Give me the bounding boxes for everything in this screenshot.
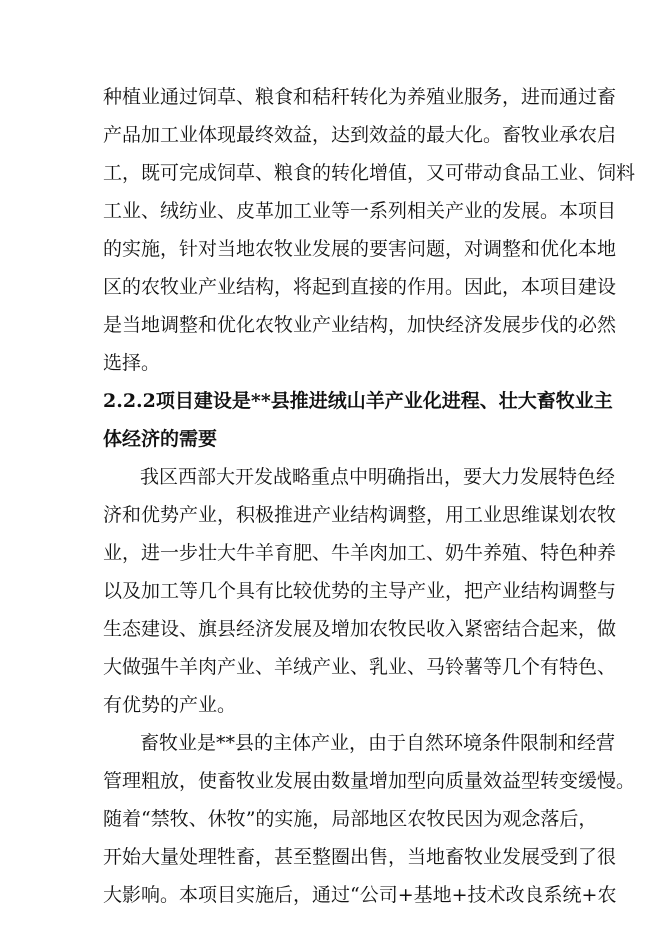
paragraph-line: 畜牧业是**县的主体产业，由于自然环境条件限制和经营 bbox=[140, 732, 616, 754]
paragraph-line: 济和优势产业，积极推进产业结构调整，用工业思维谋划农牧 bbox=[103, 504, 617, 526]
paragraph-line: 工，既可完成饲草、粮食的转化增值，又可带动食品工业、饲料 bbox=[103, 162, 636, 184]
paragraph-line: 区的农牧业产业结构，将起到直接的作用。因此，本项目建设 bbox=[103, 276, 617, 298]
paragraph-line: 的实施，针对当地农牧业发展的要害问题，对调整和优化本地 bbox=[103, 238, 617, 260]
paragraph-line: 是当地调整和优化农牧业产业结构，加快经济发展步伐的必然 bbox=[103, 314, 617, 336]
section-heading-line: 2.2.2项目建设是**县推进绒山羊产业化进程、壮大畜牧业主 bbox=[103, 390, 613, 412]
paragraph-line: 大影响。本项目实施后，通过“公司+基地+技术改良系统+农 bbox=[103, 884, 617, 906]
paragraph-line: 以及加工等几个具有比较优势的主导产业，把产业结构调整与 bbox=[103, 580, 617, 602]
paragraph-line: 种植业通过饲草、粮食和秸秆转化为养殖业服务，进而通过畜 bbox=[103, 86, 617, 108]
paragraph-line: 生态建设、旗县经济发展及增加农牧民收入紧密结合起来，做 bbox=[103, 618, 617, 640]
paragraph-line: 产品加工业体现最终效益，达到效益的最大化。畜牧业承农启 bbox=[103, 124, 617, 146]
paragraph-line: 工业、绒纺业、皮革加工业等一系列相关产业的发展。本项目 bbox=[103, 200, 617, 222]
paragraph-line: 有优势的产业。 bbox=[103, 694, 237, 716]
paragraph-line: 业，进一步壮大牛羊育肥、牛羊肉加工、奶牛养殖、特色种养 bbox=[103, 542, 617, 564]
paragraph-line: 选择。 bbox=[103, 352, 161, 374]
paragraph-line: 管理粗放，使畜牧业发展由数量增加型向质量效益型转变缓慢。 bbox=[103, 770, 636, 792]
paragraph-line: 开始大量处理牲畜，甚至整圈出售，当地畜牧业发展受到了很 bbox=[103, 846, 617, 868]
paragraph-line: 我区西部大开发战略重点中明确指出，要大力发展特色经 bbox=[140, 466, 616, 488]
section-heading-line: 体经济的需要 bbox=[103, 428, 218, 450]
paragraph-line: 大做强牛羊肉产业、羊绒产业、乳业、马铃薯等几个有特色、 bbox=[103, 656, 617, 678]
paragraph-line: 随着“禁牧、休牧”的实施，局部地区农牧民因为观念落后， bbox=[103, 808, 598, 830]
